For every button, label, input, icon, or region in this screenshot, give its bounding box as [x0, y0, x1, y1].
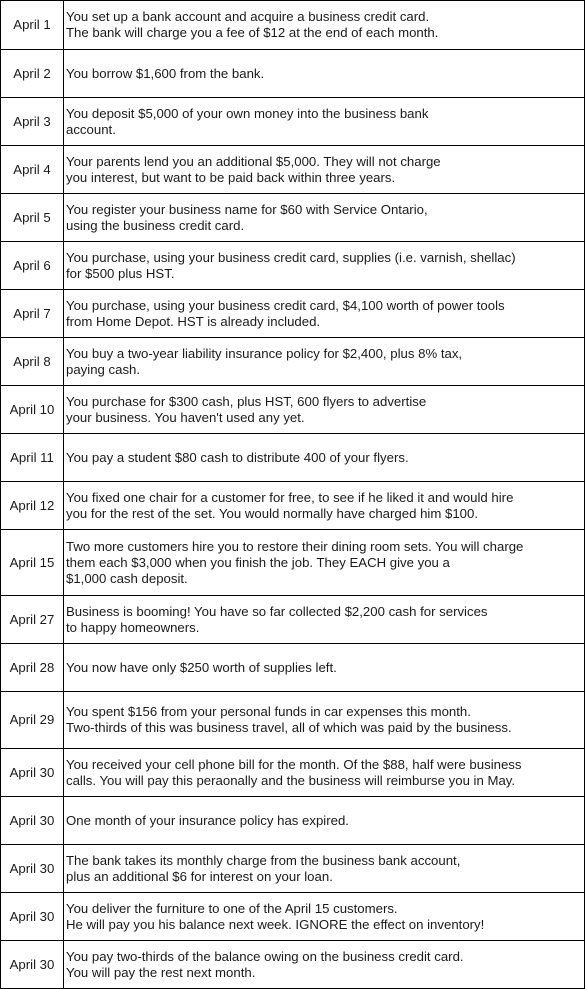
- row-date: April 29: [1, 692, 64, 749]
- row-description: You deposit $5,000 of your own money into the business bank account.: [64, 98, 585, 146]
- row-date: April 30: [1, 749, 64, 797]
- row-date: April 30: [1, 845, 64, 893]
- row-date: April 30: [1, 797, 64, 845]
- row-description: You pay a student $80 cash to distribute 400 of your flyers.: [64, 434, 585, 482]
- table-row: [1, 146, 585, 194]
- row-date: April 3: [1, 98, 64, 146]
- row-date: April 12: [1, 482, 64, 530]
- row-description: You spent $156 from your personal funds in car expenses this month. Two-thirds of this was business travel, all of which was paid by the business.: [64, 692, 585, 749]
- table-row: [1, 386, 585, 434]
- row-description: You buy a two-year liability insurance policy for $2,400, plus 8% tax, paying cash.: [64, 338, 585, 386]
- transactions-table-body: [1, 1, 585, 989]
- table-row: [1, 797, 585, 845]
- row-description: You purchase, using your business credit card, supplies (i.e. varnish, shellac) for $500 plus HST.: [64, 242, 585, 290]
- row-date: April 6: [1, 242, 64, 290]
- row-description: You borrow $1,600 from the bank.: [64, 50, 585, 98]
- row-description: You register your business name for $60 with Service Ontario, using the business credit card.: [64, 194, 585, 242]
- table-row: [1, 644, 585, 692]
- row-description: You purchase for $300 cash, plus HST, 600 flyers to advertise your business. You haven't used any yet.: [64, 386, 585, 434]
- row-description: Business is booming! You have so far collected $2,200 cash for services to happy homeowners.: [64, 596, 585, 644]
- row-description: You received your cell phone bill for the month. Of the $88, half were business calls. You will pay this peraonally and the business will reimburse you in May.: [64, 749, 585, 797]
- row-description: You fixed one chair for a customer for free, to see if he liked it and would hire you for the rest of the set. You would normally have charged him $100.: [64, 482, 585, 530]
- row-date: April 28: [1, 644, 64, 692]
- row-date: April 30: [1, 893, 64, 941]
- row-description: The bank takes its monthly charge from the business bank account, plus an additional $6 for interest on your loan.: [64, 845, 585, 893]
- row-description: You now have only $250 worth of supplies left.: [64, 644, 585, 692]
- table-row: [1, 482, 585, 530]
- table-row: [1, 596, 585, 644]
- row-date: April 4: [1, 146, 64, 194]
- table-row: [1, 845, 585, 893]
- row-date: April 7: [1, 290, 64, 338]
- row-date: April 11: [1, 434, 64, 482]
- row-description: You deliver the furniture to one of the April 15 customers. He will pay you his balance next week. IGNORE the effect on inventory!: [64, 893, 585, 941]
- row-description: Two more customers hire you to restore their dining room sets. You will charge them each $3,000 when you finish the job. They EACH give you a $1,000 cash deposit.: [64, 530, 585, 596]
- table-row: [1, 434, 585, 482]
- row-date: April 8: [1, 338, 64, 386]
- row-date: April 5: [1, 194, 64, 242]
- table-row: [1, 338, 585, 386]
- table-row: [1, 242, 585, 290]
- row-description: You pay two-thirds of the balance owing on the business credit card. You will pay the rest next month.: [64, 941, 585, 989]
- table-row: [1, 941, 585, 989]
- row-description: You set up a bank account and acquire a business credit card. The bank will charge you a fee of $12 at the end of each month.: [64, 1, 585, 50]
- table-row: [1, 194, 585, 242]
- row-date: April 27: [1, 596, 64, 644]
- table-row: [1, 1, 585, 50]
- row-date: April 30: [1, 941, 64, 989]
- row-date: April 1: [1, 1, 64, 50]
- table-row: [1, 290, 585, 338]
- row-description: You purchase, using your business credit card, $4,100 worth of power tools from Home Depot. HST is already included.: [64, 290, 585, 338]
- table-row: [1, 50, 585, 98]
- table-row: [1, 530, 585, 596]
- table-row: [1, 749, 585, 797]
- row-date: April 15: [1, 530, 64, 596]
- row-date: April 10: [1, 386, 64, 434]
- row-date: April 2: [1, 50, 64, 98]
- table-row: [1, 98, 585, 146]
- table-row: [1, 893, 585, 941]
- row-description: Your parents lend you an additional $5,000. They will not charge you interest, but want to be paid back within three years.: [64, 146, 585, 194]
- table-row: [1, 692, 585, 749]
- row-description: One month of your insurance policy has expired.: [64, 797, 585, 845]
